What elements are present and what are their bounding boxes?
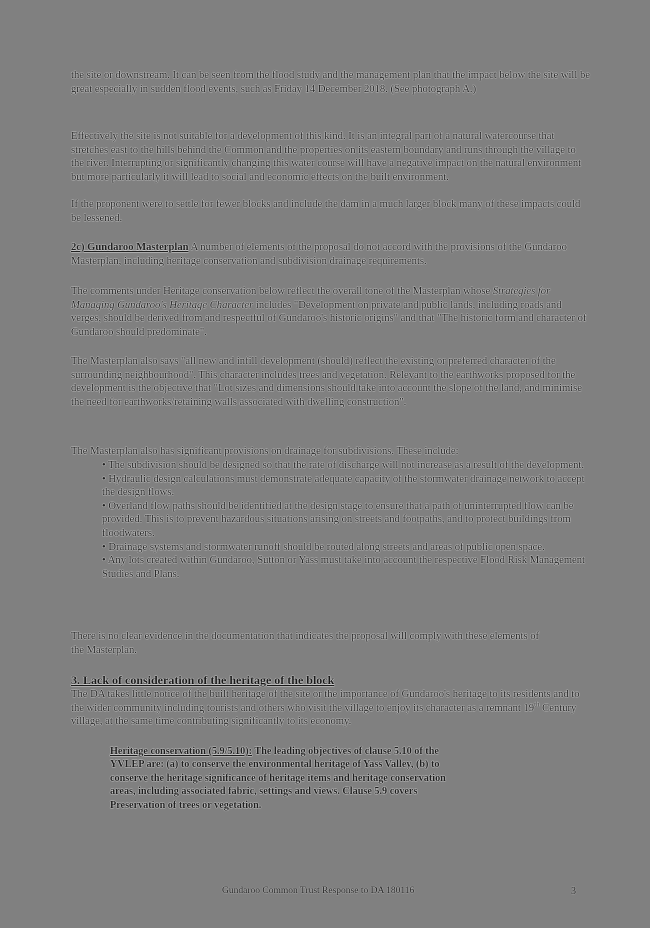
paragraph-fewer-blocks: If the proponent were to settle for fewer blocks and include the dam in a much larger block many of these impacts could be lessened.	[71, 199, 581, 224]
page-number: 3	[571, 886, 576, 897]
paragraph-infill-development: The Masterplan also says "all new and infill development (should) reflect the existing or preferred character of the surrounding neighbourhood". This character includes trees and vegetation. Relevant to the earthworks proposed for the development is the objective that "Lot sizes and dimensions should take into account the slope of the land, and minimise the need for earthworks/retaining walls associated with dwelling construction".	[71, 356, 582, 408]
page-footer: Gundaroo Common Trust Response to DA 180116	[222, 886, 415, 896]
paragraph-site-suitability: Effectively the site is not suitable for a development of this kind. It is an integral part of a natural watercourse that stretches east to the hills behind the Common and the properties on its eastern boundary and runs through the village to the river. Interrupting or significantly changing this water course will have a negative impact on the natural environment but more particularly it will lead to social and economic effects on the built environment.	[71, 131, 582, 183]
heritage-conservation-quote	[110, 745, 455, 812]
masterplan-intro-text: A number of elements of the proposal do not accord with the provisions of the Gundaroo Masterplan, including heritage conservation and subdivision drainage requirements.	[71, 242, 567, 267]
quote-label: Heritage conservation (5.9/5.10):	[110, 746, 253, 757]
bullet-item: • Hydraulic design calculations must demonstrate adequate capacity of the stormwater drainage network to accept the design flows.	[102, 473, 585, 499]
comments-text-post: includes "Development on private and public lands, including roads and verges, should be derived from and respectful of Gundaroo's historic origins" and that "The historic form and character of Gundaroo should predominate".	[71, 299, 587, 338]
strategy-title-italic: Strategies for Managing Gundaroo's Heritage Character	[71, 286, 551, 311]
paragraph-heritage-comments	[71, 285, 591, 339]
heritage-text-post: Century village, at the same time contributing significantly to its economy.	[71, 702, 577, 728]
bullet-item: • Any lots created within Gundaroo, Sutton or Yass must take into account the respective Flood Risk Management Studies and Plans.	[102, 555, 586, 580]
paragraph-heritage	[71, 688, 591, 729]
paragraph-flood-impact: the site or downstream. It can be seen from the flood study and the management plan that the impact below the site will be great especially in sudden flood events, such as Friday 14 December 2018. (See photograph A.)	[71, 70, 590, 95]
quote-text: The leading objectives of clause 5.10 of the YVLEP are: (a) to conserve the environmental heritage of Yass Valley, (b) to conserve the heritage significance of heritage items and heritage conservation areas, including associated fabric, settings and views. Clause 5.9 covers Preservation of trees or vegetation.	[110, 746, 446, 811]
bullet-item: • Drainage systems and stormwater runoff should be routed along streets and areas of public open space.	[102, 541, 545, 553]
section-heading-masterplan: 2c) Gundaroo Masterplan	[71, 242, 189, 253]
section-masterplan-intro	[71, 241, 591, 268]
bullet-item: • Overland flow paths should be identified at the design stage to ensure that a path of uninterrupted flow can be provided. This is to prevent hazardous situations arising on streets and footpaths, and to protect buildings from floodwaters.	[102, 500, 574, 539]
drainage-bullet-list	[102, 459, 587, 581]
bullet-item: • The subdivision should be designed so that the rate of discharge will not increase as a result of the development.	[102, 460, 584, 471]
section-heading-heritage: 3. Lack of consideration of the heritage of the block	[71, 673, 335, 687]
superscript-th: th	[534, 700, 540, 709]
heritage-text-pre: The DA takes little notice of the built heritage of the site or the importance of Gundaroo's heritage to its residents and to the wider community including tourists and others who visit the village to enjoy its character as a remnant 19	[71, 689, 580, 714]
paragraph-masterplan-conclusion: There is no clear evidence in the documentation that indicates the proposal will comply with these elements of the Masterplan.	[71, 631, 540, 656]
paragraph-drainage-intro: The Masterplan also has significant provisions on drainage for subdivisions. These include:	[71, 446, 459, 457]
comments-text-pre: The comments under Heritage conservation below reflect the overall tone of the Masterplan whose	[71, 286, 493, 297]
